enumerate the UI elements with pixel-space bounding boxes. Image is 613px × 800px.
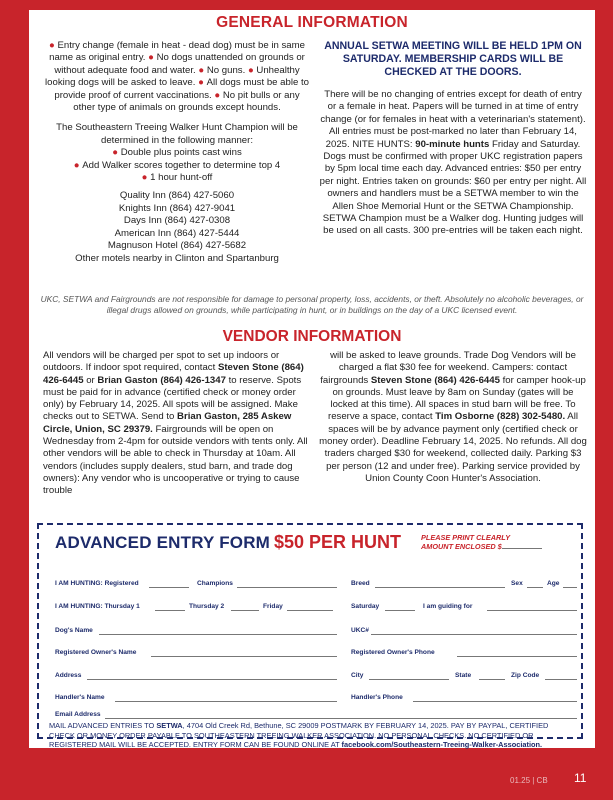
general-rules: ● Entry change (female in heat - dead dog) must be in same name as original entry. ● No dogs unattended on grounds or without adequate food and water. ● No guns. ● Unhealthy looking dogs will be asked to leave. ● All dogs must be able to provide proof of current vaccinations. ● No pit bulls or any other type of animals on grounds except hounds. bbox=[45, 40, 309, 114]
entries-text: Friday and Saturday. Dogs must be confirmed with proper UKC registration papers by 5pm local time each day. Advanced entries: $50 per entry per night. Entries taken on grounds: $60 per entry per night. All owners and handlers must be a SETWA member to win the Allen Shoe Memorial Hunt or the SETWA Championship. SETWA Champion must be a Walker dog. Hunting judges will be used on all casts. 300 pre-entries will be taken each night. bbox=[319, 138, 587, 237]
age-field[interactable] bbox=[563, 587, 577, 588]
rule: No pit bulls or any other type of animals on grounds except hounds. bbox=[73, 89, 300, 114]
reg-owner-phone-field[interactable] bbox=[457, 656, 577, 657]
vendor-address: Brian Gaston, 285 Askew Circle, Union, SC 29379. bbox=[43, 411, 292, 435]
rule: Entry change (female in heat - dead dog) must be in same name as original entry. bbox=[49, 40, 305, 64]
handler-phone-field[interactable] bbox=[413, 701, 577, 702]
rule: No dogs unattended on grounds or without adequate food and water. bbox=[54, 52, 305, 76]
thursday2-label: Thursday 2 bbox=[189, 603, 225, 610]
breed-label: Breed bbox=[351, 580, 370, 587]
rule: Unhealthy looking dogs will be asked to leave. bbox=[45, 64, 300, 89]
entries-bold: 90-minute hunts bbox=[415, 138, 490, 150]
hotel-list bbox=[43, 190, 311, 264]
ukc-label: UKC# bbox=[351, 627, 369, 634]
guiding-label: I am guiding for bbox=[423, 603, 473, 610]
vendor-text: to reserve. Spots must be paid for in advance (certified check or money order only) by February 14, 2025. All spots will be assigned. Make checks out to SETWA. Send to bbox=[43, 374, 302, 423]
champions-field[interactable] bbox=[237, 587, 337, 588]
issue-footer: 01.25 | CB bbox=[510, 776, 548, 785]
hotel: American Inn (864) 427-5444 bbox=[114, 227, 240, 239]
vendor-text: will be asked to leave grounds. Trade Dog Vendors will be charged a flat $30 fee for weekend. Campers: contact fairgrounds bbox=[320, 350, 576, 386]
reg-owner-phone-label: Registered Owner's Phone bbox=[351, 649, 435, 656]
vendor-left-column bbox=[43, 350, 311, 498]
champion-rule: 1 hour hunt-off bbox=[150, 172, 213, 184]
email-field[interactable] bbox=[105, 718, 577, 719]
vendor-contact: Tim Osborne (828) 302-5480. bbox=[435, 411, 566, 423]
city-field[interactable] bbox=[369, 679, 449, 680]
ukc-field[interactable] bbox=[371, 634, 577, 635]
sex-label: Sex bbox=[511, 580, 523, 587]
friday-label: Friday bbox=[263, 603, 283, 610]
facebook-link[interactable]: facebook.com/Southeastern-Treeing-Walker-Association. bbox=[341, 740, 543, 750]
breed-field[interactable] bbox=[375, 587, 505, 588]
mail-text: MAIL ADVANCED ENTRIES TO bbox=[49, 721, 155, 730]
hotel: Knights Inn (864) 427-9041 bbox=[118, 202, 236, 214]
form-title: ADVANCED ENTRY FORM bbox=[55, 533, 271, 552]
city-label: City bbox=[351, 672, 364, 679]
champion-rule: Add Walker scores together to determine top 4 bbox=[82, 159, 281, 171]
dog-name-label: Dog's Name bbox=[55, 627, 93, 634]
hotel: Days Inn (864) 427-0308 bbox=[123, 215, 231, 227]
rule: No guns. bbox=[206, 64, 246, 76]
mail-text: , 4704 Old Creek Rd, Bethune, SC 29009 POSTMARK BY FEBRUARY 14, 2025. PAY BY PAYPAL, CERTIFIED CHECK OR MONEY ORDER PAYABLE TO SOUTHEASTERN TREEING WALKER ASSOCIATION. NO PERSONAL CHECKS. NO CERTIFIED OR REGISTERED MAIL WILL BE ACCEPTED. ENTRY FORM CAN BE FOUND ONLINE AT bbox=[49, 721, 549, 750]
reg-owner-label: Registered Owner's Name bbox=[55, 649, 137, 656]
vendor-text: or bbox=[86, 374, 95, 386]
registered-label: I AM HUNTING: Registered bbox=[55, 580, 139, 587]
friday-field[interactable] bbox=[287, 610, 333, 611]
mail-instructions bbox=[49, 721, 575, 750]
saturday-label: Saturday bbox=[351, 603, 380, 610]
address-label: Address bbox=[55, 672, 82, 679]
handler-field[interactable] bbox=[115, 701, 337, 702]
registered-field[interactable] bbox=[149, 587, 189, 588]
dog-name-field[interactable] bbox=[99, 634, 337, 635]
disclaimer: UKC, SETWA and Fairgrounds are not responsible for damage to personal property, loss, accidents, or theft. Absolutely no alcoholic beverages, or illegal drugs allowed on grounds, while participating in hunt, or in buildings on the day of a UKC licensed event. bbox=[40, 294, 584, 315]
guiding-field[interactable] bbox=[487, 610, 577, 611]
entries-text: There will be no changing of entries except for death of entry or a female in heat. Papers will be turned in at time of entry change (or for females in heat with a veterinarian's statement). All entries must be post-marked no later than February 14, 2025. NITE HUNTS: bbox=[320, 89, 586, 150]
sex-field[interactable] bbox=[527, 587, 543, 588]
amount-enclosed-label: AMOUNT ENCLOSED $ bbox=[421, 542, 502, 551]
entry-form bbox=[37, 523, 583, 750]
state-field[interactable] bbox=[479, 679, 505, 680]
vendor-text: All vendors will be charged per spot to set up indoors or outdoors. If indoor spot required, contact bbox=[43, 350, 280, 374]
page-number: 11 bbox=[574, 771, 587, 785]
champions-label: Champions bbox=[197, 580, 233, 587]
zip-field[interactable] bbox=[545, 679, 577, 680]
champion-intro: The Southeastern Treeing Walker Hunt Champion will be determined in the following manner: bbox=[56, 122, 298, 146]
page bbox=[29, 10, 595, 748]
hotel: Other motels nearby in Clinton and Spartanburg bbox=[75, 252, 279, 264]
general-left-column bbox=[43, 40, 311, 265]
thursday1-label: I AM HUNTING: Thursday 1 bbox=[55, 603, 140, 610]
form-price: $50 PER HUNT bbox=[274, 532, 402, 552]
saturday-field[interactable] bbox=[385, 610, 415, 611]
hotel: Quality Inn (864) 427-5060 bbox=[119, 190, 235, 202]
vendor-text: All spaces will be by advance payment only (certified check or money order). Deadline February 14, 2025. No refunds. All dog traders charged $30 for weekend, collected daily. Parking $3 per person (12 and under free). Parking service provided by Union County Coon Hunter's Association. bbox=[319, 411, 587, 484]
vendor-info-title: VENDOR INFORMATION bbox=[222, 328, 402, 345]
print-clearly: PLEASE PRINT CLEARLY bbox=[421, 533, 511, 542]
mail-setwa: SETWA bbox=[156, 721, 183, 730]
hotel: Magnuson Hotel (864) 427-5682 bbox=[107, 240, 247, 252]
general-right-column bbox=[319, 40, 587, 238]
email-label: Email Address bbox=[55, 711, 101, 718]
meeting-notice: ANNUAL SETWA MEETING WILL BE HELD 1PM ON SATURDAY. MEMBERSHIP CARDS WILL BE CHECKED AT THE DOORS. bbox=[324, 40, 582, 78]
vendor-right-column bbox=[319, 350, 587, 485]
amount-enclosed-field[interactable] bbox=[502, 548, 542, 549]
vendor-contact: Steven Stone (864) 426-6445 bbox=[370, 374, 500, 386]
thursday1-field[interactable] bbox=[155, 610, 185, 611]
vendor-contact: Brian Gaston (864) 426-1347 bbox=[97, 374, 226, 386]
print-note bbox=[421, 533, 581, 551]
thursday2-field[interactable] bbox=[231, 610, 259, 611]
address-field[interactable] bbox=[87, 679, 337, 680]
champion-rule: Double plus points cast wins bbox=[120, 147, 242, 159]
champion-rules: ● Double plus points cast wins ● Add Walker scores together to determine top 4 ● 1 hour hunt-off bbox=[73, 147, 281, 184]
entries-paragraph bbox=[319, 89, 587, 238]
general-info-title: GENERAL INFORMATION bbox=[216, 14, 408, 31]
vendor-contact: Steven Stone (864) 426-6445 bbox=[43, 362, 304, 386]
handler-label: Handler's Name bbox=[55, 694, 105, 701]
vendor-text: Fairgrounds will be open on Wednesday from 2-4pm for outside vendors with tents only. All other vendors will be able to check in Thursday at 10am. All vendors (includes supply dealers, stud barn, and trade dog owners): Any vendor who is uncooperative or trying to cause trouble bbox=[43, 423, 308, 497]
handler-phone-label: Handler's Phone bbox=[351, 694, 403, 701]
state-label: State bbox=[455, 672, 472, 679]
zip-label: Zip Code bbox=[511, 672, 540, 679]
reg-owner-field[interactable] bbox=[151, 656, 337, 657]
rule: All dogs must be able to provide proof of current vaccinations. bbox=[54, 77, 309, 101]
age-label: Age bbox=[547, 580, 560, 587]
vendor-text: for camper hook-up on grounds. Must leave by 8am on Sunday (gates will be locked at this time). All spaces in stud barn will be free. To reserve a space, contact bbox=[328, 374, 586, 423]
